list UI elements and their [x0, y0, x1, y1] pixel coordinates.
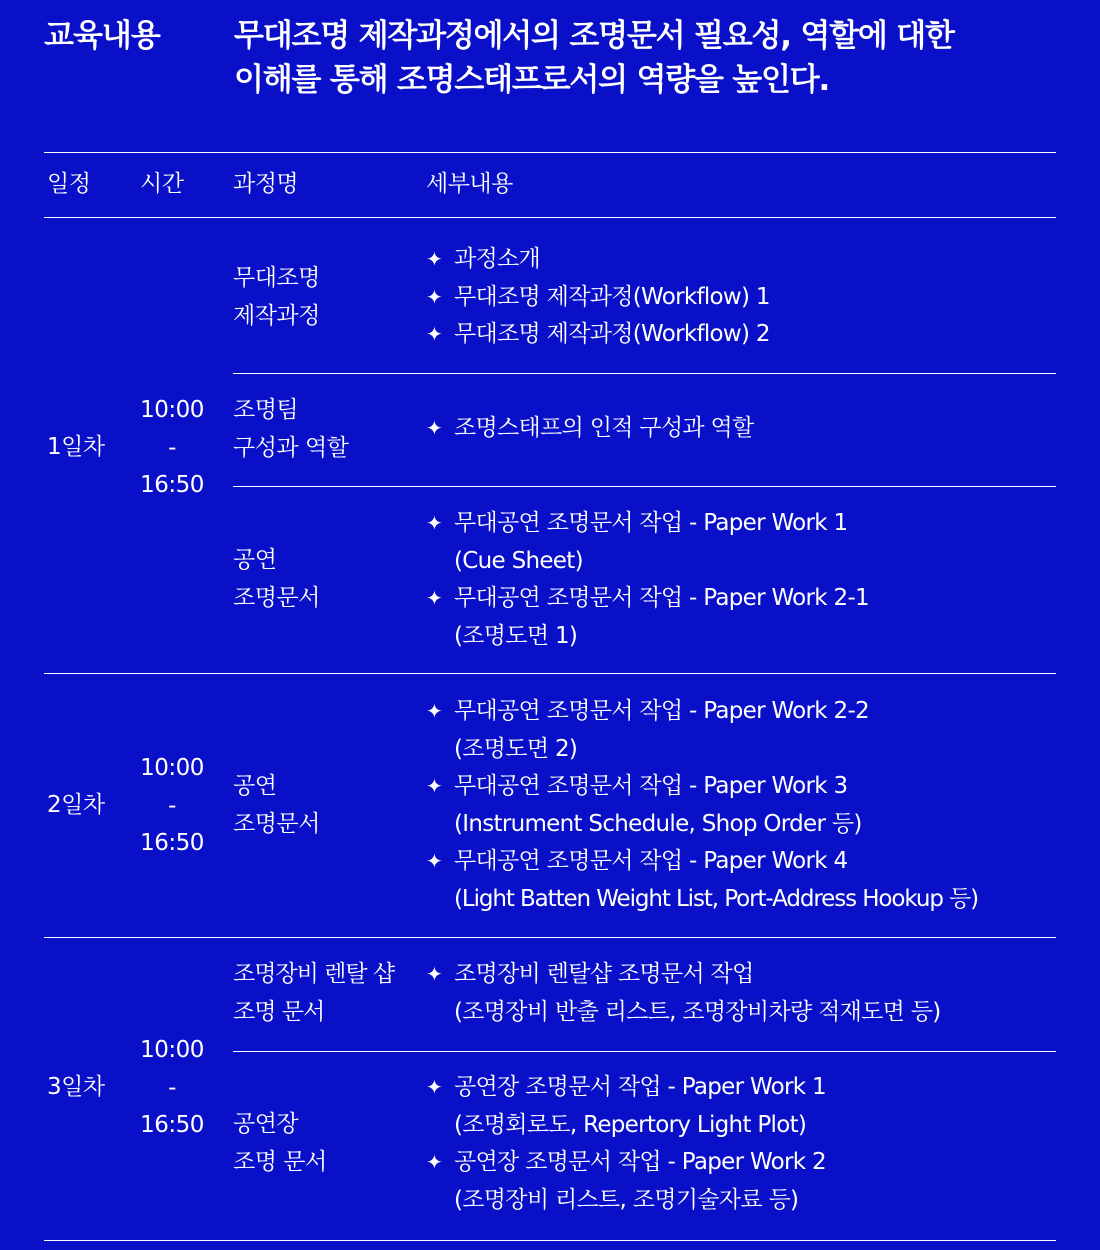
description-line: 이해를 통해 조명스태프로서의 역량을 높인다.: [234, 62, 830, 98]
detail-item: [426, 956, 941, 1031]
course-name-line: 제작과정: [233, 302, 320, 329]
detail-text: 과정소개: [454, 246, 541, 272]
detail-list: [426, 956, 941, 1031]
detail-text: (Instrument Schedule, Shop Order 등): [454, 810, 862, 837]
time-dash: -: [168, 792, 176, 819]
course-name: [233, 392, 348, 467]
detail-text: (Cue Sheet): [454, 547, 583, 574]
bullet-star-icon: ✦: [426, 511, 443, 535]
detail-list: [426, 693, 978, 918]
column-header-course: 과정명: [233, 171, 299, 197]
course-name-line: 공연장: [233, 1111, 299, 1137]
detail-list: [426, 241, 770, 354]
course-name-line: 조명장비 렌탈 샵: [233, 961, 395, 987]
detail-item: [426, 1144, 826, 1219]
course-name: [233, 1106, 327, 1181]
bullet-star-icon: ✦: [426, 247, 443, 271]
course-name-line: 공연: [233, 547, 277, 573]
detail-item: [426, 1069, 826, 1144]
detail-item: [426, 410, 754, 448]
detail-list: [426, 410, 754, 448]
detail-text: 공연장 조명문서 작업 - Paper Work 1: [454, 1074, 826, 1100]
detail-list: [426, 1069, 826, 1219]
day-label: 1일차: [47, 434, 105, 460]
bullet-star-icon: ✦: [426, 774, 443, 798]
bullet-star-icon: ✦: [426, 1075, 443, 1099]
time-start: 10:00: [140, 1037, 204, 1063]
day-label: 3일차: [47, 1074, 105, 1100]
detail-text: 무대공연 조명문서 작업 - Paper Work 3: [454, 773, 848, 799]
course-name-line: 구성과 역할: [233, 434, 349, 461]
course-name: [233, 542, 320, 617]
time-end: 16:50: [140, 472, 204, 498]
row-divider: [233, 486, 1056, 487]
row-divider: [233, 373, 1056, 374]
detail-item: [426, 316, 770, 354]
course-name-line: 조명 문서: [233, 1148, 327, 1175]
time-range: [137, 1032, 207, 1145]
course-name-line: 조명 문서: [233, 998, 325, 1025]
description-line: 무대조명 제작과정에서의 조명문서 필요성, 역할에 대한: [234, 18, 954, 54]
section-label: 교육내용: [44, 18, 160, 54]
time-range: [137, 392, 207, 505]
course-name-line: 공연: [233, 773, 277, 799]
detail-text: 무대조명 제작과정(Workflow) 2: [454, 321, 770, 347]
course-name: [233, 956, 394, 1031]
bullet-star-icon: ✦: [426, 322, 443, 346]
bullet-star-icon: ✦: [426, 962, 443, 986]
row-divider: [233, 1051, 1056, 1052]
course-name-line: 조명문서: [233, 810, 320, 837]
detail-item: [426, 505, 869, 580]
course-name-line: 조명팀: [233, 397, 299, 423]
day-divider: [44, 673, 1056, 674]
detail-text: (Light Batten Weight List, Port-Address Hookup 등): [454, 885, 979, 912]
time-end: 16:50: [140, 830, 204, 856]
column-header-details: 세부내용: [426, 171, 513, 197]
column-header-schedule: 일정: [47, 171, 91, 197]
detail-text: 무대공연 조명문서 작업 - Paper Work 4: [454, 848, 848, 874]
time-dash: -: [168, 1074, 176, 1101]
detail-text: 조명장비 렌탈샵 조명문서 작업: [454, 961, 754, 987]
detail-text: 무대공연 조명문서 작업 - Paper Work 2-1: [454, 585, 869, 611]
day-divider: [44, 937, 1056, 938]
section-description: [234, 14, 1064, 102]
bullet-star-icon: ✦: [426, 849, 443, 873]
time-dash: -: [168, 434, 176, 461]
table-bottom-border: [44, 1240, 1056, 1241]
detail-text: (조명도면 1): [454, 622, 578, 649]
detail-text: 무대공연 조명문서 작업 - Paper Work 1: [454, 510, 848, 536]
detail-text: (조명장비 리스트, 조명기술자료 등): [454, 1186, 799, 1213]
course-name-line: 조명문서: [233, 584, 320, 611]
time-start: 10:00: [140, 397, 204, 423]
course-name: [233, 260, 320, 335]
detail-text: 공연장 조명문서 작업 - Paper Work 2: [454, 1149, 826, 1175]
detail-text: 조명스태프의 인적 구성과 역할: [454, 415, 754, 441]
time-start: 10:00: [140, 755, 204, 781]
detail-item: [426, 693, 978, 768]
detail-list: [426, 505, 869, 655]
bullet-star-icon: ✦: [426, 699, 443, 723]
detail-item: [426, 241, 770, 279]
detail-item: [426, 580, 869, 655]
detail-text: (조명도면 2): [454, 735, 578, 762]
bullet-star-icon: ✦: [426, 416, 443, 440]
table-top-border: [44, 152, 1056, 153]
course-name: [233, 768, 320, 843]
bullet-star-icon: ✦: [426, 1150, 443, 1174]
detail-item: [426, 843, 978, 918]
time-end: 16:50: [140, 1112, 204, 1138]
column-header-time: 시간: [140, 171, 184, 197]
intro-section: [44, 14, 1056, 114]
detail-text: 무대공연 조명문서 작업 - Paper Work 2-2: [454, 698, 869, 724]
bullet-star-icon: ✦: [426, 284, 443, 309]
day-label: 2일차: [47, 792, 105, 818]
detail-item: [426, 768, 978, 843]
header-divider: [44, 217, 1056, 218]
time-range: [137, 750, 207, 863]
course-name-line: 무대조명: [233, 265, 320, 291]
detail-text: (조명장비 반출 리스트, 조명장비차량 적재도면 등): [454, 998, 941, 1025]
bullet-star-icon: ✦: [426, 586, 443, 610]
detail-item: [426, 279, 770, 317]
detail-text: 무대조명 제작과정(Workflow) 1: [454, 283, 770, 310]
detail-text: (조명회로도, Repertory Light Plot): [454, 1111, 807, 1138]
